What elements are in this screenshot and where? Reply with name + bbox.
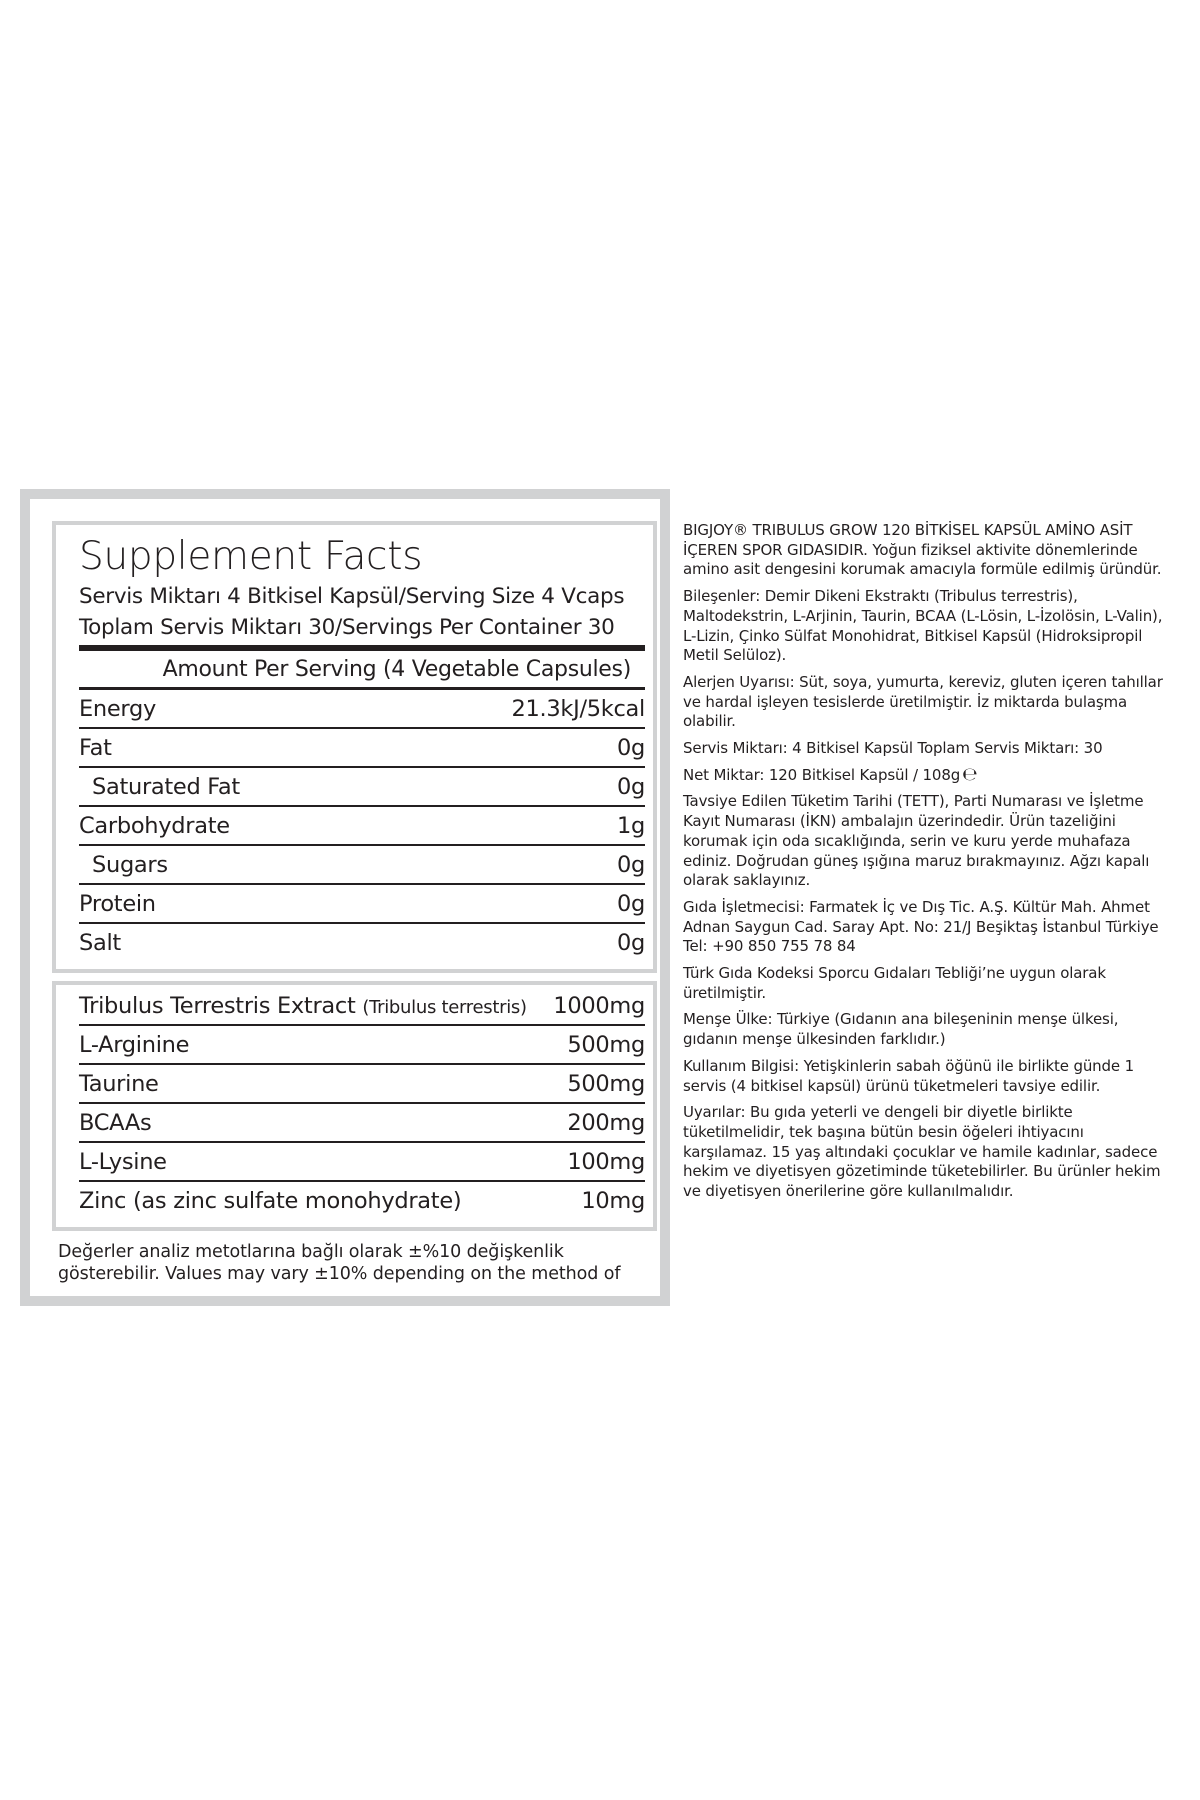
nutrient-row [79,729,645,768]
ingredient-row [79,1026,645,1065]
nutrient-name: Carbohydrate [79,812,230,839]
nutrient-row [79,690,645,729]
ingredient-value: 10mg [581,1187,645,1214]
allergen-warning: Alerjen Uyarısı: Süt, soya, yumurta, kereviz, gluten içeren tahıllar ve hardal işleyen tesislerde üretilmiştir. İz miktarda bulaşma olabilir. [683,672,1163,731]
ingredient-value: 100mg [567,1148,645,1175]
nutrient-row [79,768,645,807]
estimated-sign-icon: ℮ [962,763,978,785]
nutrient-row [79,924,645,961]
net-amount: Net Miktar: 120 Bitkisel Kapsül / 108g [683,765,961,784]
nutrient-value: 0g [617,773,645,800]
expiry-storage-text: Tavsiye Edilen Tüketim Tarihi (TETT), Parti Numarası ve İşletme Kayıt Numarası (İKN) ambalajın üzerindedir. Ürün tazeliğini korumak için oda sıcaklığında, serin ve kuru yerde muhafaza ediniz. Doğrudan güneş ışığına maruz bırakmayınız. Ağzı kapalı olarak saklayınız. [683,792,1150,890]
ingredient-row [79,1104,645,1143]
ingredient-value: 1000mg [553,992,645,1019]
ingredient-name: Tribulus Terrestris Extract [79,992,356,1019]
footnote-line: gösterebilir. Values may vary ±10% depending on the method of [58,1264,621,1284]
nutrient-value: 0g [617,929,645,956]
variance-footnote [58,1241,638,1285]
origin-country-text: Menşe Ülke: Türkiye (Gıdanın ana bileşeninin menşe ülkesi, gıdanın menşe ülkesinden farklıdır.) [683,1010,1119,1049]
serving-size: Servis Miktarı 4 Bitkisel Kapsül/Serving Size 4 Vcaps [79,584,625,609]
nutrient-name: Saturated Fat [92,773,240,800]
nutrient-name: Protein [79,890,156,917]
nutrient-row [79,807,645,846]
product-info-column [683,521,1168,1209]
components-text: Bileşenler: Demir Dikeni Ekstraktı (Tribulus terrestris), Maltodekstrin, L-Arjinin, Taurin, BCAA (L-Lösin, L-İzolösin, L-Valin), L-Lizin, Çinko Sülfat Monohidrat, Bitkisel Kapsül (Hidroksipropil Metil Selüloz). [683,587,1163,665]
codex-compliance-text: Türk Gıda Kodeksi Sporcu Gıdaları Tebliği’ne uygun olarak üretilmiştir. [683,964,1106,1002]
ingredient-label [79,993,527,1019]
nutrient-value: 0g [617,734,645,761]
ingredient-name: L-Arginine [79,1031,190,1058]
product-description: BIGJOY® TRIBULUS GROW 120 BİTKİSEL KAPSÜL AMİNO ASİT İÇEREN SPOR GIDASIDIR. Yoğun fiziksel aktivite dönemlerinde amino asit dengesini korumak amacıyla formüle edilmiş üründür. [683,521,1162,579]
ingredient-value: 500mg [567,1070,645,1097]
ingredient-row [79,1065,645,1104]
nutrient-value: 0g [617,890,645,917]
ingredient-row [79,987,645,1026]
ingredient-latin-name: (Tribulus terrestris) [362,996,527,1018]
ingredient-name: L-Lysine [79,1148,167,1175]
nutrient-name: Energy [79,695,156,722]
thick-divider [79,645,645,651]
ingredient-name: Taurine [79,1070,159,1097]
nutrition-facts-box [52,521,657,973]
ingredient-row [79,1182,645,1219]
nutrient-row [79,885,645,924]
ingredient-value: 200mg [567,1109,645,1136]
nutrient-value: 1g [617,812,645,839]
nutrient-name: Salt [79,929,121,956]
ingredient-row [79,1143,645,1182]
serving-info: Servis Miktarı: 4 Bitkisel Kapsül Toplam Servis Miktarı: 30 [683,739,1103,758]
facts-title: Supplement Facts [79,534,423,579]
food-operator-text: Gıda İşletmecisi: Farmatek İç ve Dış Tic. A.Ş. Kültür Mah. Ahmet Adnan Saygun Cad. Saray Apt. No: 21/J Beşiktaş İstanbul Türkiye Tel: +90 850 755 78 84 [683,897,1159,956]
ingredient-value: 500mg [567,1031,645,1058]
net-amount-line [683,763,1168,786]
nutrient-name: Sugars [92,851,168,878]
ingredients-box [52,981,657,1231]
amount-per-serving-header: Amount Per Serving (4 Vegetable Capsules) [162,657,631,682]
nutrient-value: 21.3kJ/5kcal [511,695,645,722]
nutrient-name: Fat [79,734,112,761]
ingredient-name: BCAAs [79,1109,152,1136]
supplement-facts-panel [20,489,670,1306]
warnings-text: Uyarılar: Bu gıda yeterli ve dengeli bir diyetle birlikte tüketilmelidir, tek başına bütün besin öğeleri ihtiyacını karşılamaz. 15 yaş altındaki çocuklar ve hamile kadınlar, sadece hekim ve diyetisyen gözetiminde tüketebilirler. Bu ürünler hekim ve diyetisyen önerilerine göre kullanılmalıdır. [683,1103,1161,1201]
footnote-line: Değerler analiz metotlarına bağlı olarak ±%10 değişkenlik [58,1242,564,1262]
ingredient-name: Zinc (as zinc sulfate monohydrate) [79,1187,462,1214]
usage-info-text: Kullanım Bilgisi: Yetişkinlerin sabah öğünü ile birlikte günde 1 servis (4 bitkisel kapsül) ürünü tüketmeleri tavsiye edilir. [683,1056,1134,1095]
nutrient-row [79,846,645,885]
nutrient-value: 0g [617,851,645,878]
servings-per-container: Toplam Servis Miktarı 30/Servings Per Container 30 [79,615,615,640]
